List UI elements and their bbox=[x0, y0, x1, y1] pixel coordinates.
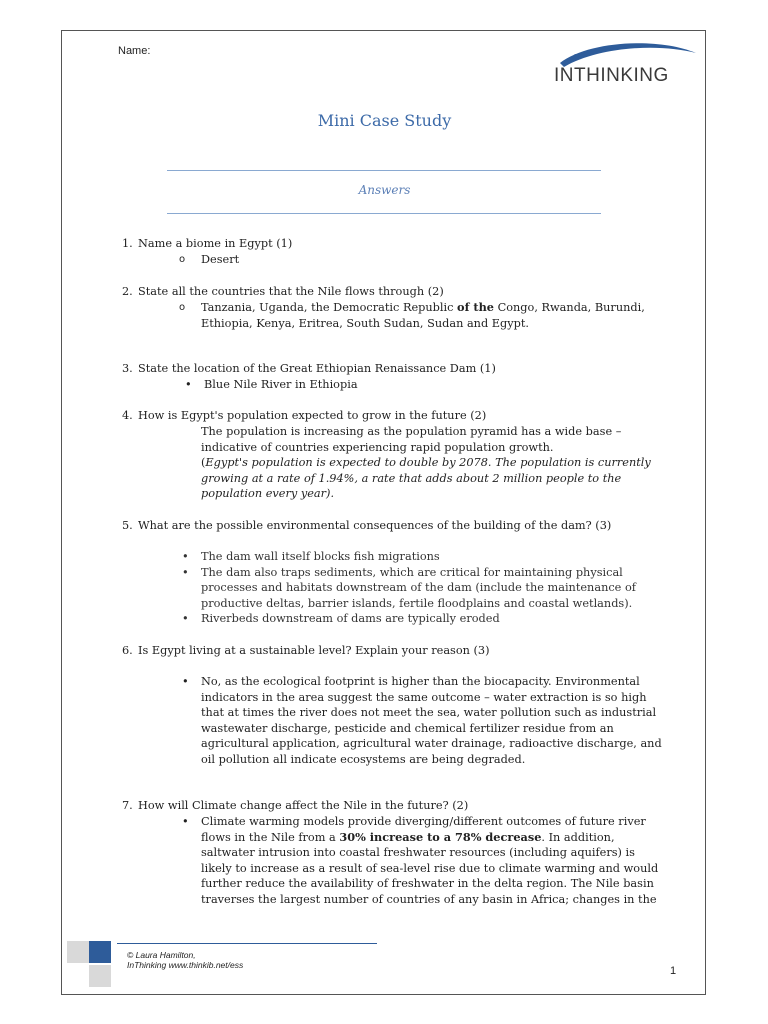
page-title: Mini Case Study bbox=[317, 111, 452, 130]
question-5: 5. What are the possible environmental consequences of the building of the dam? (3) bbox=[122, 519, 612, 532]
question-7: 7. How will Climate change affect the Nile in the future? (2) bbox=[122, 799, 469, 812]
footer-square-blue bbox=[89, 941, 111, 963]
inthinking-logo bbox=[548, 37, 698, 91]
answer-3: • Blue Nile River in Ethiopia bbox=[185, 378, 358, 391]
answer-4: The population is increasing as the population pyramid has a wide base – indicative of countries experiencing rapid population growth. (Egypt's population is expected to double by 2078. The population is currently growing at a rate of 1.94%, a rate that adds about 2 million people to the population every year). bbox=[201, 425, 651, 501]
question-4: 4. How is Egypt's population expected to grow in the future (2) bbox=[122, 409, 487, 422]
title-divider-top bbox=[167, 170, 601, 171]
answer-7: • Climate warming models provide diverging/different outcomes of future river flows in the Nile from a 30% increase to a 78% decrease. In addition, saltwater intrusion into coastal freshwater resources (including aquifers) is likely to increase as a result of sea-level rise due to climate warming and would further reduce the availability of freshwater in the delta region. The Nile basin traverses the largest number of countries of any basin in Africa; changes in the bbox=[182, 815, 659, 906]
answer-2: o Tanzania, Uganda, the Democratic Republic of the Congo, Rwanda, Burundi, Ethiopia, Kenya, Eritrea, South Sudan, Sudan and Egypt. bbox=[179, 300, 645, 330]
footer-credit: © Laura Hamilton, InThinking www.thinkib.net/ess bbox=[127, 950, 244, 970]
footer-square bbox=[89, 965, 111, 987]
question-6: 6. Is Egypt living at a sustainable level? Explain your reason (3) bbox=[122, 644, 490, 657]
answers-subtitle: Answers bbox=[358, 183, 411, 197]
question-2: 2. State all the countries that the Nile flows through (2) bbox=[122, 285, 444, 298]
answer-5: • The dam wall itself blocks fish migrations • The dam also traps sediments, which are critical for maintaining physical processes and habitats downstream of the dam (include the maintenance of productive deltas, barrier islands, fertile floodplains and coastal wetlands). • Riverbeds downstream of dams are typically eroded bbox=[182, 550, 636, 626]
document-page bbox=[61, 30, 706, 995]
question-1: 1. Name a biome in Egypt (1) bbox=[122, 237, 293, 250]
footer-square bbox=[67, 941, 89, 963]
name-label: Name: bbox=[118, 45, 151, 57]
title-divider-bottom bbox=[167, 213, 601, 214]
logo-text: INTHINKING bbox=[554, 65, 669, 86]
footer-divider bbox=[117, 943, 377, 944]
answer-1: o Desert bbox=[179, 253, 240, 266]
answer-6: • No, as the ecological footprint is higher than the biocapacity. Environmental indicators in the area suggest the same outcome – water extraction is so high that at times the river does not meet the sea, water pollution such as industrial wastewater discharge, pesticide and chemical fertilizer residue from an agricultural application, agricultural water drainage, radioactive discharge, and oil pollution all indicate ecosystems are being degraded. bbox=[182, 675, 662, 766]
question-3: 3. State the location of the Great Ethiopian Renaissance Dam (1) bbox=[122, 362, 496, 375]
page-number: 1 bbox=[670, 965, 677, 977]
